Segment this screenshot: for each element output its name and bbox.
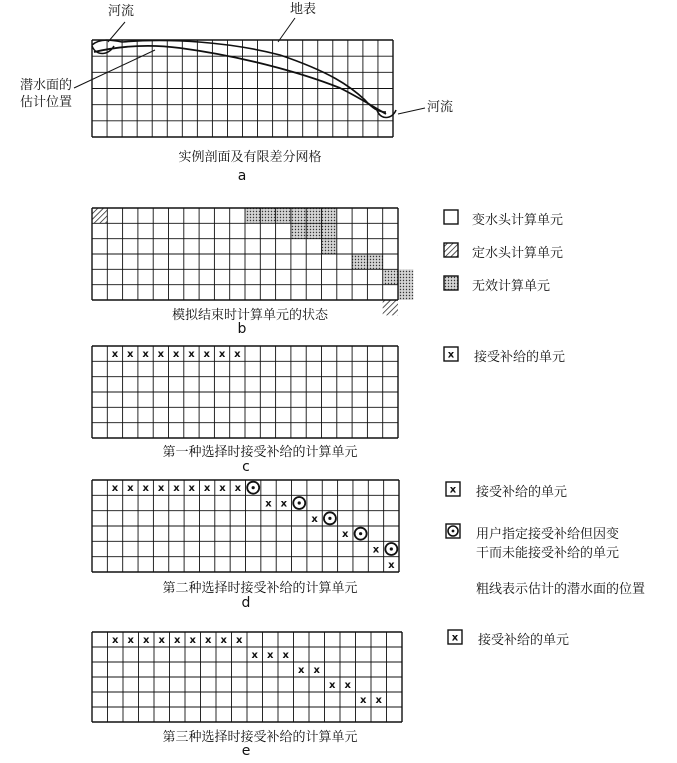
inactive-cell xyxy=(322,239,337,254)
recharge-cell-marker: x xyxy=(188,483,196,495)
dry-cell-dot xyxy=(328,517,331,520)
legend-inactive: 无效计算单元 xyxy=(472,279,551,294)
legend-dry-2: 干而未能接受补给的单元 xyxy=(476,546,620,561)
recharge-cell-marker: x xyxy=(265,498,272,510)
letter-b: b xyxy=(237,321,247,337)
recharge-cell-marker: x xyxy=(375,695,382,706)
recharge-cell-marker: x xyxy=(251,650,258,661)
inactive-cell xyxy=(306,208,321,223)
legend-hatched-cell-icon xyxy=(444,243,458,257)
inactive-cell xyxy=(245,208,260,223)
recharge-cell-marker: x xyxy=(127,349,134,361)
recharge-cell-marker: x xyxy=(112,635,119,646)
letter-a: a xyxy=(237,168,247,184)
recharge-cell-marker: x xyxy=(344,680,351,691)
inactive-cell xyxy=(322,208,337,223)
recharge-cell-marker: x xyxy=(298,665,305,676)
recharge-cell-marker: x xyxy=(111,349,119,361)
label-water-table-2: 估计位置 xyxy=(20,95,73,110)
label-river-right: 河流 xyxy=(427,100,454,115)
letter-e: e xyxy=(241,743,251,759)
legend-recharge-e: 接受补给的单元 xyxy=(478,633,570,648)
grid-c xyxy=(92,346,398,438)
leader-surface xyxy=(278,18,295,42)
caption-a: 实例剖面及有限差分网格 xyxy=(178,150,322,165)
recharge-cell-marker: x xyxy=(218,349,226,361)
recharge-cell-marker: x xyxy=(282,650,289,661)
caption-b: 模拟结束时计算单元的状态 xyxy=(171,308,328,323)
legend-icons xyxy=(444,210,462,644)
legend-thick-line-note: 粗线表示估计的潜水面的位置 xyxy=(476,582,646,597)
legend-recharge-icon-d-x: x xyxy=(449,484,457,496)
recharge-cell-marker: x xyxy=(127,635,134,646)
caption-d: 第二种选择时接受补给的计算单元 xyxy=(162,581,358,596)
inactive-cell xyxy=(322,223,337,238)
label-river-left: 河流 xyxy=(108,4,135,19)
recharge-cell-marker: x xyxy=(205,635,212,646)
recharge-cell-marker: x xyxy=(189,635,196,646)
recharge-cell-marker: x xyxy=(234,483,242,495)
recharge-cell-marker: x xyxy=(157,483,165,495)
recharge-cell-marker: x xyxy=(220,635,227,646)
legend-recharge-d: 接受补给的单元 xyxy=(476,485,568,500)
grid-e xyxy=(92,632,402,722)
legend-variable-head: 变水头计算单元 xyxy=(472,213,564,228)
recharge-cell-marker: x xyxy=(142,349,149,361)
recharge-cell-marker: x xyxy=(174,635,181,646)
inactive-cell xyxy=(276,208,291,223)
recharge-cell-marker: x xyxy=(280,498,288,510)
legend-dry-dot xyxy=(452,530,455,533)
legend-dotted-cell-icon xyxy=(444,276,458,290)
caption-c: 第一种选择时接受补给的计算单元 xyxy=(162,445,358,460)
grid-b xyxy=(92,208,413,315)
grid-a xyxy=(92,40,393,137)
leader-river-left xyxy=(108,22,125,42)
recharge-cell-marker: x xyxy=(313,665,320,676)
recharge-cell-marker: x xyxy=(236,635,243,646)
inactive-cell xyxy=(398,269,413,284)
dry-cell-dot xyxy=(359,532,362,535)
recharge-cell-marker: x xyxy=(157,349,165,361)
letter-d: d xyxy=(241,595,251,611)
recharge-cell-marker: x xyxy=(158,635,165,646)
dry-cell-dot xyxy=(252,486,255,489)
inactive-cell xyxy=(291,208,306,223)
caption-e: 第三种选择时接受补给的计算单元 xyxy=(162,730,358,745)
recharge-cell-marker: x xyxy=(203,349,210,361)
dry-cell-dot xyxy=(298,501,301,504)
constant-head-cell xyxy=(92,208,107,223)
recharge-cell-marker: x xyxy=(360,695,367,706)
label-surface: 地表 xyxy=(290,2,317,17)
inactive-cell xyxy=(306,223,321,238)
grid-d xyxy=(92,480,399,572)
legend-dry-1: 用户指定接受补给但因变 xyxy=(476,527,620,542)
recharge-cell-marker: x xyxy=(342,529,349,541)
recharge-cell-marker: x xyxy=(388,559,395,571)
constant-head-cell xyxy=(383,300,398,315)
recharge-cell-marker: x xyxy=(188,349,195,361)
legend-blank-cell-icon xyxy=(444,210,458,224)
inactive-cell xyxy=(260,208,275,223)
inactive-cell xyxy=(383,269,398,284)
recharge-cell-marker: x xyxy=(173,483,180,495)
legend-recharge-icon-e-x: x xyxy=(451,632,459,644)
legend-constant-head: 定水头计算单元 xyxy=(472,246,564,261)
recharge-cell-marker: x xyxy=(329,680,336,691)
inactive-cell xyxy=(367,254,382,269)
inactive-cell xyxy=(352,254,367,269)
recharge-cell-marker: x xyxy=(127,483,134,495)
recharge-cell-marker: x xyxy=(234,349,241,361)
recharge-cell-marker: x xyxy=(372,544,380,556)
letter-c: c xyxy=(242,459,250,475)
recharge-cell-marker: x xyxy=(143,635,150,646)
leader-river-right xyxy=(398,108,425,114)
inactive-cell xyxy=(398,285,413,300)
recharge-cell-marker: x xyxy=(111,483,119,495)
recharge-cell-marker: x xyxy=(219,483,226,495)
inactive-cell xyxy=(291,223,306,238)
label-water-table-1: 潜水面的 xyxy=(20,78,73,93)
recharge-cell-marker: x xyxy=(172,349,180,361)
legend-recharge-icon-c-x: x xyxy=(447,349,455,361)
recharge-cell-marker: x xyxy=(267,650,274,661)
recharge-cell-marker: x xyxy=(311,513,318,525)
leader-water-table xyxy=(74,50,155,88)
ground-surface-line xyxy=(92,40,386,112)
recharge-cell-marker: x xyxy=(203,483,211,495)
legend-recharge-c: 接受补给的单元 xyxy=(474,350,566,365)
recharge-cell-marker: x xyxy=(142,483,149,495)
dry-cell-dot xyxy=(390,547,393,550)
